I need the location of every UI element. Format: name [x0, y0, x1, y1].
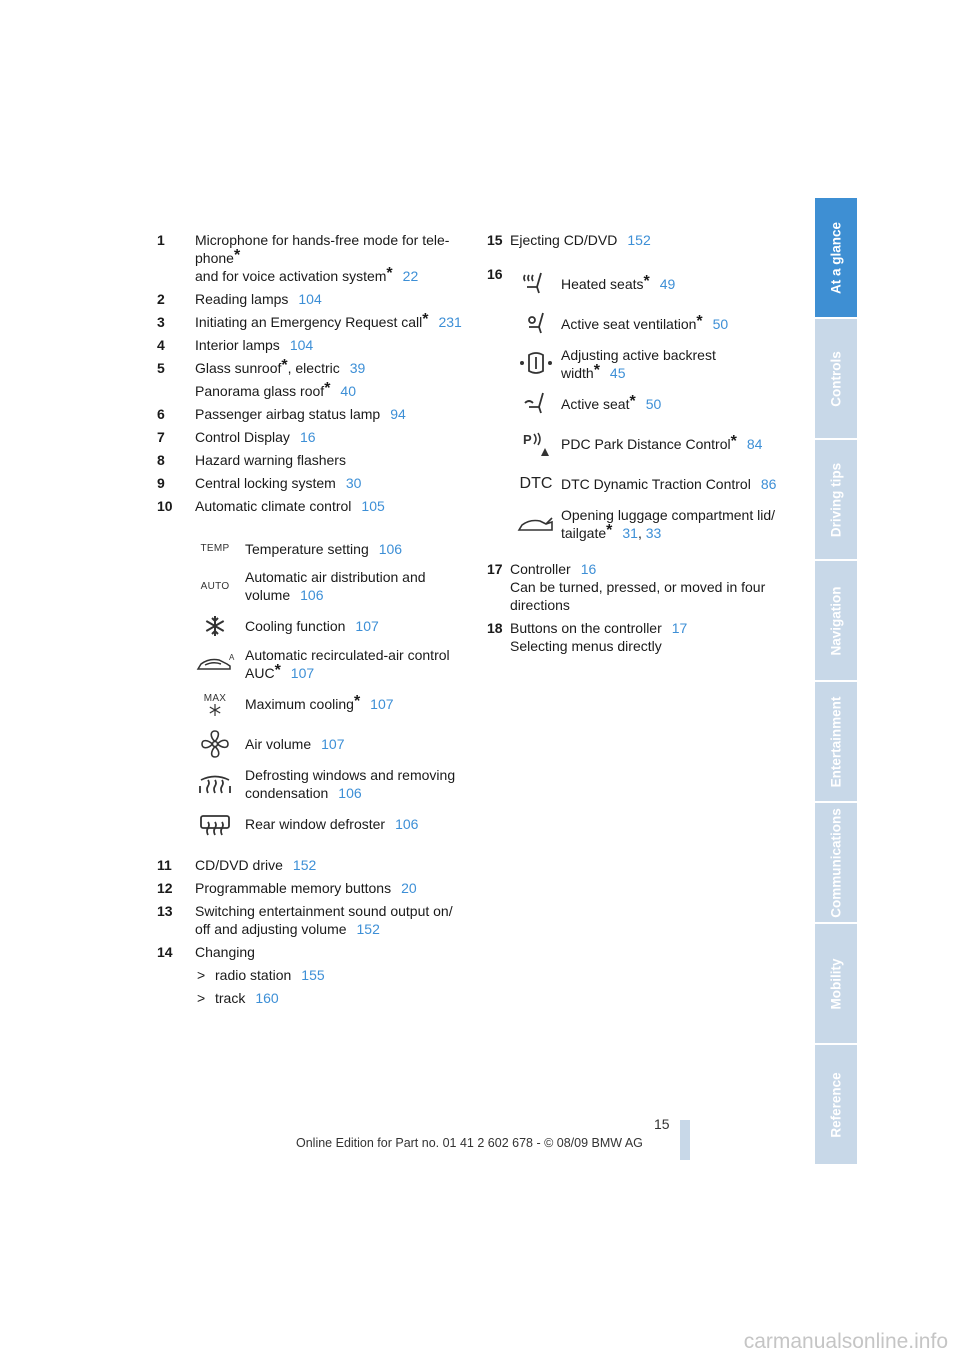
item-text: Switching entertainment sound output on/: [195, 903, 453, 919]
item-text: Microphone for hands-free mode for tele-: [195, 232, 450, 248]
icon-label: DTC: [519, 475, 553, 492]
item-text: Central locking system: [195, 475, 336, 491]
asterisk-icon: *: [386, 265, 393, 282]
fan-icon: [190, 726, 240, 762]
list-item: [157, 231, 477, 285]
tab-at-a-glance[interactable]: [815, 198, 857, 317]
footer-text: Online Edition for Part no. 01 41 2 602 678 - © 08/09 BMW AG: [296, 1136, 643, 1150]
item-text: Can be turned, pressed, or moved in four: [510, 579, 766, 595]
asterisk-icon: *: [643, 273, 650, 290]
page-link[interactable]: 155: [301, 967, 325, 983]
item-number: 12: [157, 880, 173, 896]
page-link[interactable]: 160: [255, 990, 279, 1006]
item-number: 7: [157, 429, 165, 445]
item-number: 4: [157, 337, 165, 353]
item-text: Reading lamps: [195, 291, 289, 307]
bullet-marker: >: [197, 990, 206, 1006]
item-text: Active seat: [561, 396, 630, 412]
right-column-bottom: [487, 560, 797, 660]
list-item: [157, 902, 477, 938]
windshield-defrost-icon: [190, 766, 240, 802]
item-text: volume: [245, 587, 291, 603]
item-text: Adjusting active backrest: [561, 347, 716, 363]
item-text: Heated seats: [561, 276, 644, 292]
page-link[interactable]: 106: [338, 785, 362, 801]
list-item: [487, 560, 797, 614]
page-link[interactable]: 50: [645, 396, 662, 412]
watermark: carmanualsonline.info: [743, 1330, 948, 1353]
icon-label: MAX: [203, 692, 227, 704]
list-item: [157, 879, 477, 897]
item-number: 6: [157, 406, 165, 422]
auto-icon: [190, 568, 240, 604]
svg-text:P: P: [523, 432, 532, 447]
climate-controls-table: [190, 526, 480, 846]
icon-label: AUTO: [200, 580, 230, 592]
page-link[interactable]: 231: [438, 314, 462, 330]
asterisk-icon: *: [606, 522, 613, 539]
page-link[interactable]: 40: [340, 383, 356, 399]
item-number: 18: [487, 620, 503, 636]
item-text: PDC Park Distance Control: [561, 436, 731, 452]
heated-seat-icon: [511, 266, 561, 302]
park-distance-icon: [511, 426, 561, 462]
item-number: 17: [487, 561, 503, 577]
item-text: Defrosting windows and removing: [245, 767, 456, 783]
item-text: Rear window defroster: [245, 816, 386, 832]
svg-text:A: A: [229, 653, 235, 662]
page-link[interactable]: 30: [345, 475, 362, 491]
item-text: AUC: [245, 665, 275, 681]
asterisk-icon: *: [730, 433, 737, 450]
item-text: Glass sunroof: [195, 360, 282, 376]
dtc-icon: [511, 466, 561, 502]
tab-entertainment[interactable]: [815, 682, 857, 801]
page-link[interactable]: 17: [671, 620, 688, 636]
item-text: Temperature setting: [245, 541, 369, 557]
list-item: [487, 231, 797, 249]
page-link[interactable]: 104: [289, 337, 314, 353]
tab-navigation[interactable]: [815, 561, 857, 680]
list-item: [487, 619, 797, 655]
page-link[interactable]: 49: [659, 276, 676, 292]
page-link[interactable]: 152: [627, 232, 651, 248]
page-link[interactable]: 107: [290, 665, 315, 681]
tab-reference[interactable]: [815, 1045, 857, 1164]
item-text: Passenger airbag status lamp: [195, 406, 381, 422]
asterisk-icon: *: [233, 247, 241, 264]
item-number: 13: [157, 903, 173, 919]
snowflake-icon: [190, 608, 240, 644]
list-item: [157, 313, 477, 331]
item-text: Control Display: [195, 429, 290, 445]
item-text: radio station: [215, 967, 292, 983]
list-item: [157, 405, 477, 423]
item-text: Initiating an Emergency Request call: [195, 314, 423, 330]
item-number: 14: [157, 944, 173, 960]
item-text: Selecting menus directly: [510, 638, 662, 654]
tailgate-car-icon: [511, 506, 561, 542]
page-link[interactable]: 107: [370, 696, 394, 712]
page-link[interactable]: 16: [580, 561, 597, 577]
item-number: 5: [157, 360, 165, 376]
item-text: track: [215, 990, 246, 1006]
item-number: 3: [157, 314, 165, 330]
item-number: 8: [157, 452, 165, 468]
item-text: Automatic climate control: [195, 498, 352, 514]
tab-label: Navigation: [828, 585, 844, 656]
page-link[interactable]: 107: [355, 618, 379, 634]
item-text: Automatic air distribution and: [245, 569, 426, 585]
item-number: 11: [157, 857, 172, 873]
tab-label: Controls: [828, 350, 844, 407]
list-item: [157, 359, 477, 400]
item-text: condensation: [245, 785, 329, 801]
item-text: directions: [510, 597, 570, 613]
page-link[interactable]: 152: [292, 857, 317, 873]
tab-label: Communications: [828, 807, 844, 918]
tab-label: Entertainment: [828, 696, 844, 787]
tab-label: Mobility: [828, 958, 844, 1009]
rear-window-defrost-icon: [190, 806, 240, 842]
item-text: tailgate: [561, 525, 607, 541]
item-text: DTC Dynamic Traction Control: [561, 476, 751, 492]
page-link[interactable]: 16: [299, 429, 316, 445]
item-text: Maximum cooling: [245, 696, 354, 712]
asterisk-icon: *: [324, 380, 331, 397]
page-link[interactable]: 50: [712, 316, 729, 332]
item-text: Panorama glass roof: [195, 383, 325, 399]
chapter-tabs: [815, 198, 857, 1166]
item-16: 16 Heated seats* 49 Active seat ventilation* 50 Adjusting active backrest width* 45 Active seat* 50 P PDC Park Distance Control* 84 DTC DTC Dynamic Traction Control 86 Opening luggage compartment lid/ tailgate* 31, 33: [487, 266, 777, 541]
tab-driving-tips[interactable]: [815, 440, 857, 559]
right-column: [487, 231, 797, 254]
page-link[interactable]: 106: [300, 587, 324, 603]
page-link[interactable]: 86: [760, 476, 777, 492]
asterisk-icon: *: [274, 662, 281, 679]
tab-controls[interactable]: [815, 319, 857, 438]
page-link[interactable]: 84: [746, 436, 763, 452]
item-number: 16: [487, 266, 503, 282]
left-column: [157, 231, 477, 520]
list-item: [157, 290, 477, 308]
tab-label: Reference: [828, 1071, 844, 1138]
list-item: [157, 497, 477, 515]
page-link[interactable]: 94: [390, 406, 406, 422]
asterisk-icon: *: [696, 313, 703, 330]
backrest-width-icon: [511, 346, 561, 382]
temp-icon: [190, 530, 240, 566]
item-text: Programmable memory buttons: [195, 880, 392, 896]
item-text: and for voice activation system: [195, 268, 387, 284]
page-number: 15: [654, 1116, 670, 1132]
bullet-marker: >: [197, 967, 206, 983]
page-link[interactable]: 31: [622, 525, 638, 541]
page-link[interactable]: 33: [645, 525, 662, 541]
tab-communications[interactable]: [815, 803, 857, 922]
item-text: Interior lamps: [195, 337, 280, 353]
page-link[interactable]: 104: [298, 291, 322, 307]
page-link[interactable]: 20: [401, 880, 417, 896]
page-link[interactable]: 106: [378, 541, 403, 557]
list-item: [157, 428, 477, 446]
item-text: Air volume: [245, 736, 312, 752]
bullet-item: [157, 989, 477, 1007]
page-link[interactable]: 105: [361, 498, 385, 514]
item-text: width: [561, 365, 594, 381]
item-text: phone: [195, 250, 234, 266]
asterisk-icon: *: [281, 357, 288, 374]
tab-label: Driving tips: [828, 462, 844, 537]
recirculation-car-icon: [190, 646, 240, 682]
page-link[interactable]: 106: [395, 816, 419, 832]
left-column-continued: [157, 856, 477, 1012]
list-item: [157, 336, 477, 354]
page-link[interactable]: 39: [349, 360, 366, 376]
icon-label: TEMP: [200, 542, 230, 554]
page-link[interactable]: 45: [609, 365, 626, 381]
list-item: [157, 943, 477, 961]
item-number: 9: [157, 475, 165, 491]
page-link[interactable]: 152: [356, 921, 380, 937]
item-text: Buttons on the controller: [510, 620, 662, 636]
item-text: Cooling function: [245, 618, 346, 634]
bullet-item: [157, 966, 477, 984]
item-text: , electric: [287, 360, 340, 376]
tab-label: At a glance: [828, 221, 844, 294]
item-number: 1: [157, 232, 165, 248]
item-text: Hazard warning flashers: [195, 452, 346, 468]
item-text: Ejecting CD/DVD: [510, 232, 618, 248]
tab-mobility[interactable]: [815, 924, 857, 1043]
list-item: [157, 451, 477, 469]
item-text: Active seat ventilation: [561, 316, 697, 332]
item-text: CD/DVD drive: [195, 857, 283, 873]
list-item: [157, 856, 477, 874]
item-text: Controller: [510, 561, 571, 577]
asterisk-icon: *: [593, 362, 600, 379]
asterisk-icon: *: [422, 311, 429, 328]
seat-ventilation-icon: [511, 306, 561, 342]
page-link[interactable]: 107: [321, 736, 345, 752]
item-number: 15: [487, 232, 503, 248]
item-number: 10: [157, 498, 173, 514]
asterisk-icon: *: [353, 693, 361, 710]
asterisk-icon: *: [629, 393, 636, 410]
list-item: [157, 474, 477, 492]
item-text: Opening luggage compartment lid/: [561, 507, 776, 523]
page-link[interactable]: 22: [402, 268, 419, 284]
active-seat-icon: [511, 386, 561, 422]
item-number: 2: [157, 291, 165, 307]
item-text: off and adjusting volume: [195, 921, 347, 937]
page-marker: [680, 1120, 690, 1160]
item-text: Changing: [195, 944, 255, 960]
item-text: Automatic recirculated-air control: [245, 647, 450, 663]
max-cooling-icon: [190, 686, 240, 722]
